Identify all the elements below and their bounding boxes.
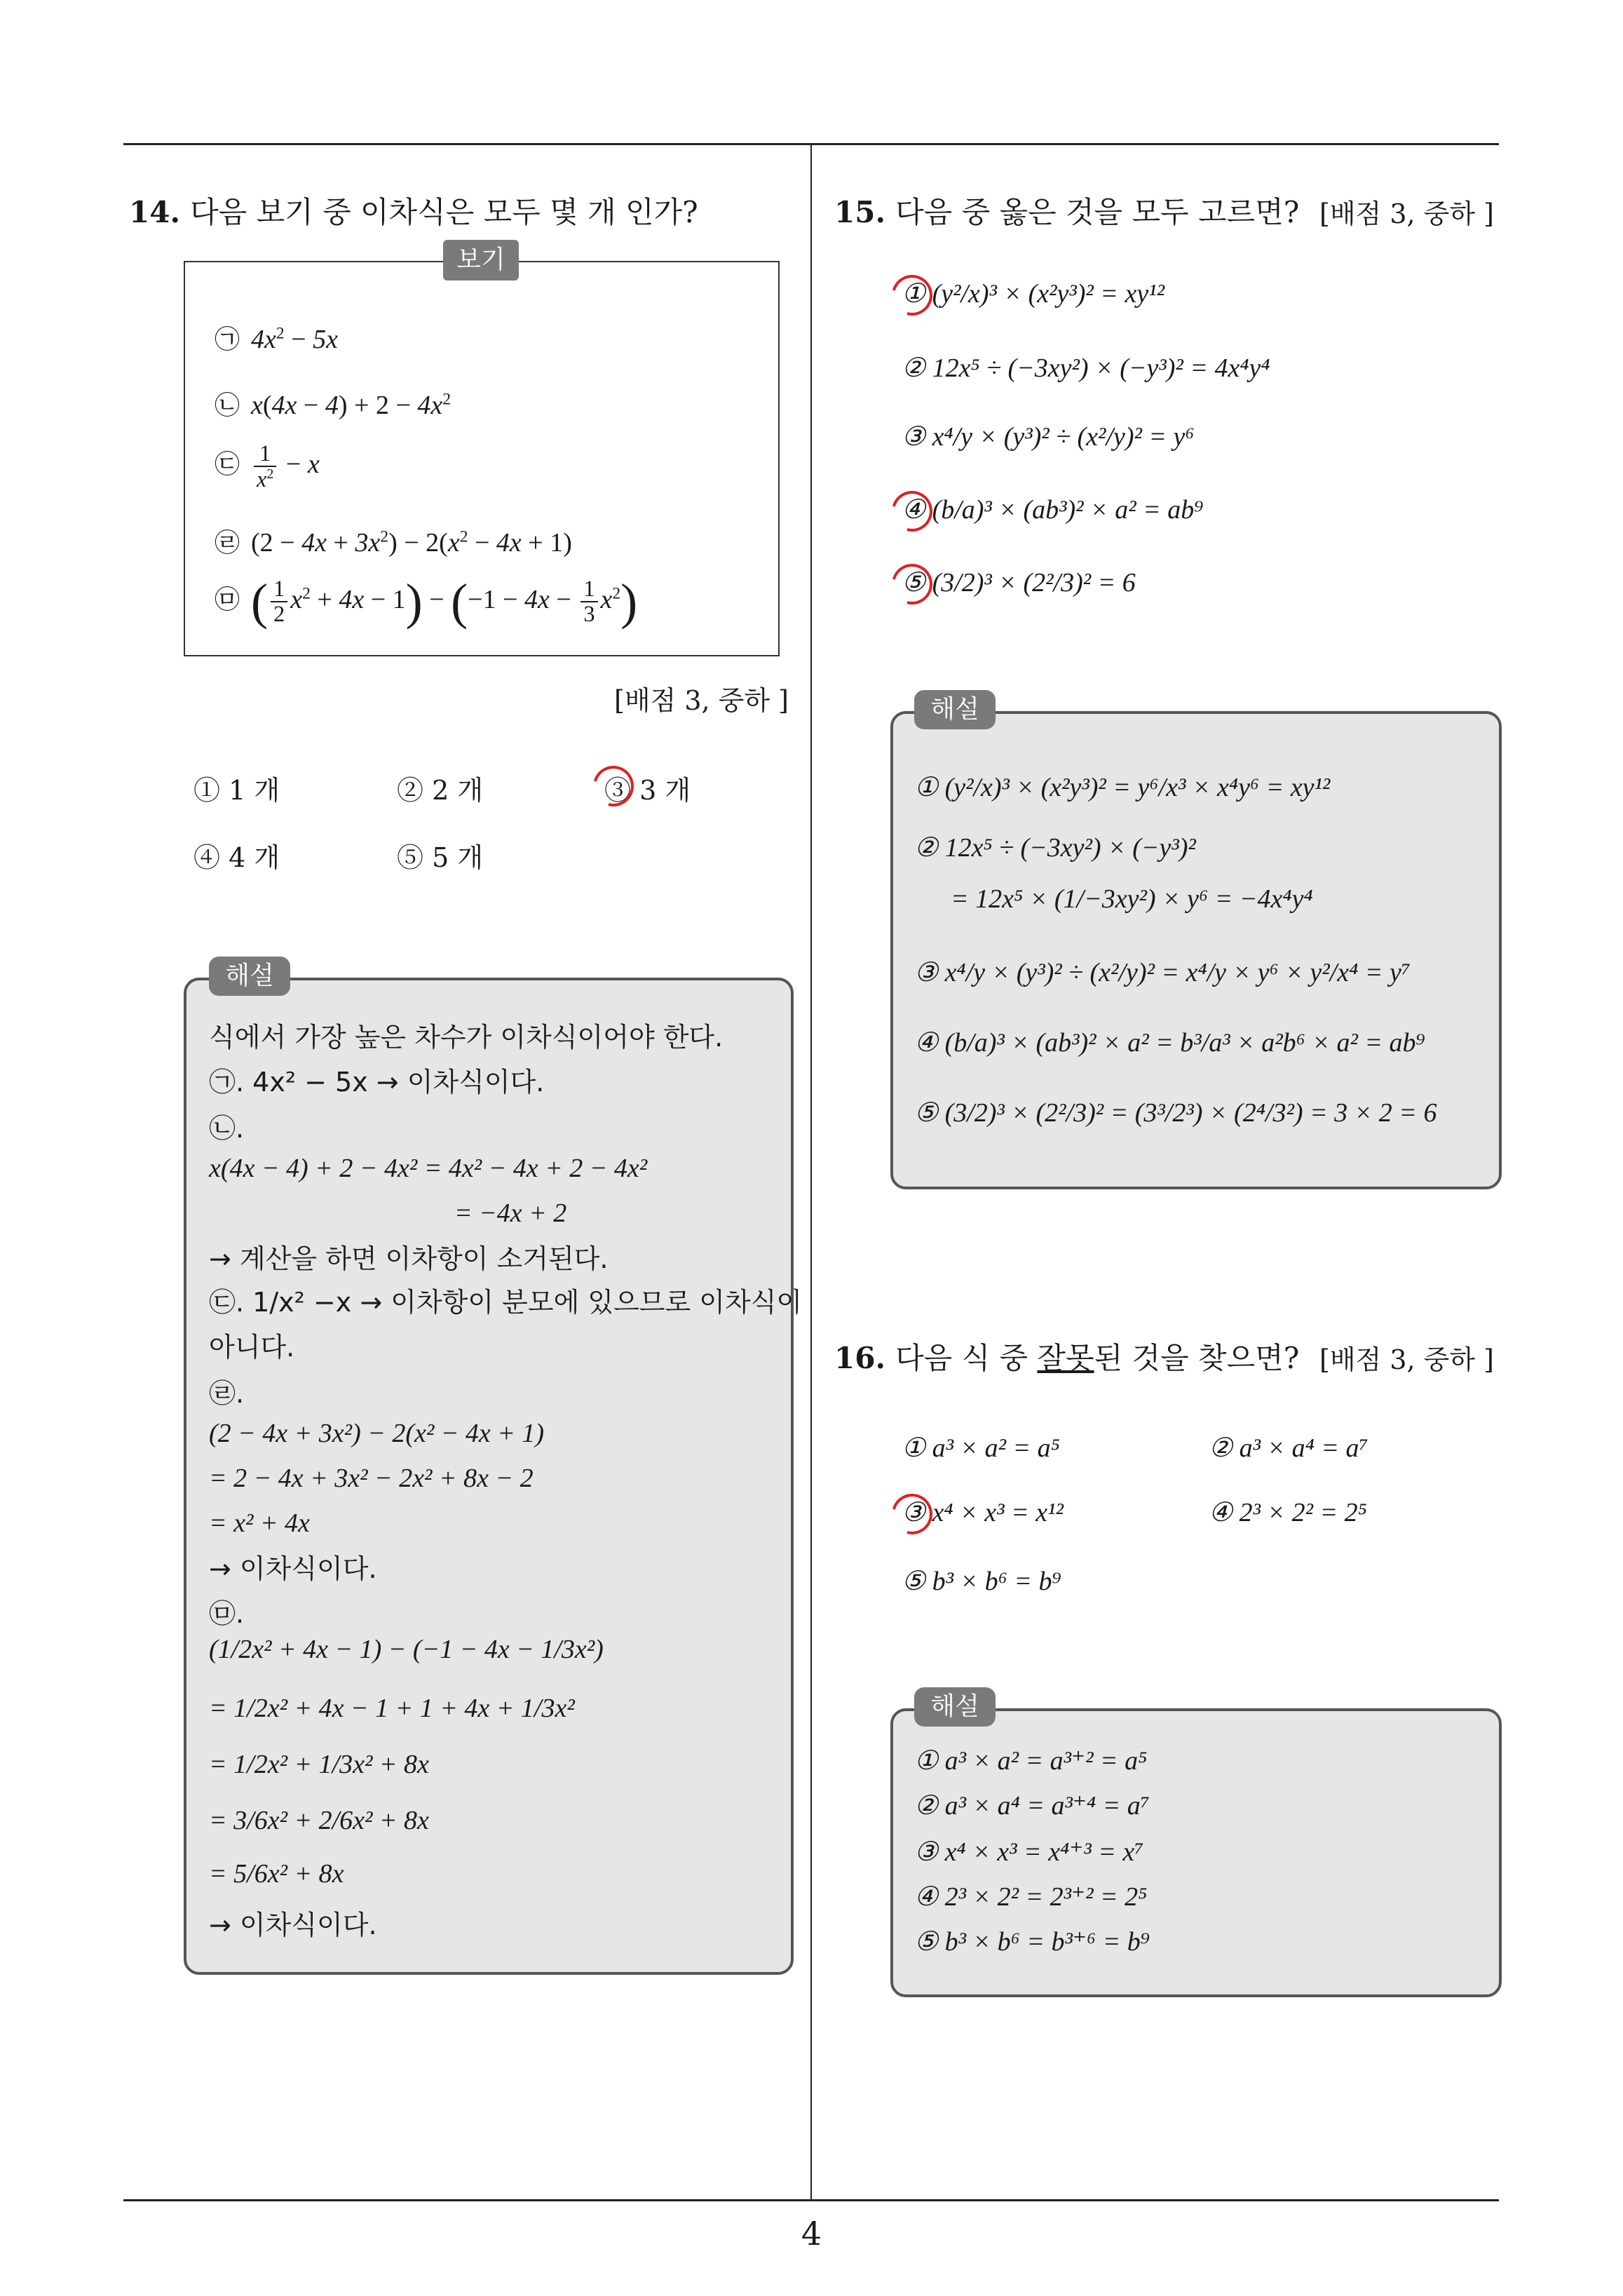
q14-item-d: ㉣ $(2 - 4x + 3x^2) - 2(x^2 - 4x + 1)$ bbox=[215, 527, 572, 558]
q14-sol-d2: = 2 − 4x + 3x² − 2x² + 8x − 2 bbox=[209, 1464, 534, 1493]
q16-sol-4: ④ 2³ × 2² = 2³⁺² = 2⁵ bbox=[914, 1882, 1148, 1912]
q14-item-a: ㉠ $4x^2 - 5x$ bbox=[215, 324, 338, 354]
q16-sol-1: ① a³ × a² = a³⁺² = a⁵ bbox=[914, 1746, 1148, 1776]
q14-choice-5[interactable]: ⑤ 5 개 bbox=[397, 842, 484, 873]
q14-choice-3[interactable]: ③ 3 개 bbox=[604, 775, 691, 806]
q14-item-c: ㉢ $\frac{1}{x^2}$ − x bbox=[215, 440, 320, 492]
column-divider bbox=[810, 144, 812, 2199]
q14-sol-b-head: ㉡. bbox=[209, 1113, 245, 1144]
q14-choice-1[interactable]: ① 1 개 bbox=[193, 775, 280, 806]
q15-solution-label: 해설 bbox=[914, 690, 996, 729]
q14-solution-label: 해설 bbox=[209, 957, 290, 996]
q14-sol-d-head: ㉣. bbox=[209, 1378, 245, 1409]
q15-choice-3[interactable]: ③ x⁴/y × (y³)² ÷ (x²/y)² = y⁶ bbox=[902, 422, 1195, 452]
page-number: 4 bbox=[801, 2215, 822, 2253]
bottom-rule bbox=[123, 2199, 1499, 2201]
q14-sol-b2: = −4x + 2 bbox=[454, 1198, 567, 1228]
q15-sol-5: ⑤ (3/2)³ × (2²/3)² = (3³/2³) × (2⁴/3²) = 3 × 2 = 6 bbox=[914, 1098, 1437, 1128]
q16-underline-word: 잘못 bbox=[1037, 1341, 1094, 1375]
q15-title: 15. 다음 중 옳은 것을 모두 고르면? bbox=[834, 195, 1300, 229]
q14-sol-e1: (1/2x² + 4x − 1) − (−1 − 4x − 1/3x²) bbox=[209, 1635, 604, 1664]
q16-answer-mark-icon bbox=[884, 1486, 939, 1541]
q15-choice-5[interactable]: ⑤ (3/2)³ × (2²/3)² = 6 bbox=[902, 568, 1136, 597]
q15-sol-2b: = 12x⁵ × (1/−3xy²) × y⁶ = −4x⁴y⁴ bbox=[951, 884, 1313, 914]
q14-sol-c1: ㉢. 1/x² −x → 이차항이 분모에 있으므로 이차식이 bbox=[209, 1287, 803, 1318]
q14-sol-b1: x(4x − 4) + 2 − 4x² = 4x² − 4x + 2 − 4x² bbox=[209, 1154, 648, 1183]
q14-sol-e4: = 3/6x² + 2/6x² + 8x bbox=[209, 1806, 429, 1835]
q14-item-e: ㉤ ( $\frac{1}{2}$ $x^2 + 4x - 1) - (-1 - 4x$ − $\frac{1}{3}$ $x^2$) bbox=[215, 574, 638, 630]
q15-answer-mark-4-icon bbox=[884, 483, 939, 539]
q15-sol-1: ① (y²/x)³ × (x²y³)² = y⁶/x³ × x⁴y⁶ = xy¹² bbox=[914, 773, 1331, 802]
q16-sol-2: ② a³ × a⁴ = a³⁺⁴ = a⁷ bbox=[914, 1791, 1150, 1821]
q15-score: [배점 3, 중하 ] bbox=[1319, 198, 1494, 229]
q14-sol-e3: = 1/2x² + 1/3x² + 8x bbox=[209, 1750, 429, 1779]
q15-answer-mark-5-icon bbox=[884, 556, 939, 612]
q15-sol-2a: ② 12x⁵ ÷ (−3xy²) × (−y³)² bbox=[914, 833, 1196, 863]
q14-item-b: ㉡ $x(4x - 4) + 2 - 4x^2$ bbox=[215, 390, 451, 420]
q14-choice-4[interactable]: ④ 4 개 bbox=[193, 842, 280, 873]
q16-choice-4[interactable]: ④ 2³ × 2² = 2⁵ bbox=[1209, 1498, 1367, 1527]
q16-choice-1[interactable]: ① a³ × a² = a⁵ bbox=[902, 1433, 1060, 1463]
q14-sol-intro: 식에서 가장 높은 차수가 이차식이어야 한다. bbox=[209, 1022, 724, 1053]
q14-sol-a: ㉠. 4x² − 5x → 이차식이다. bbox=[209, 1067, 545, 1098]
q16-choice-3[interactable]: ③ x⁴ × x³ = x¹² bbox=[902, 1498, 1064, 1527]
q14-title: 14. 다음 보기 중 이차식은 모두 몇 개 인가? bbox=[129, 195, 698, 229]
q15-choice-1[interactable]: ① (y²/x)³ × (x²y³)² = xy¹² bbox=[902, 279, 1164, 309]
q14-sol-e2: = 1/2x² + 4x − 1 + 1 + 4x + 1/3x² bbox=[209, 1694, 575, 1723]
q14-bogi-label: 보기 bbox=[443, 240, 519, 281]
q16-choice-2[interactable]: ② a³ × a⁴ = a⁷ bbox=[1209, 1433, 1369, 1463]
q14-sol-d4: → 이차식이다. bbox=[209, 1553, 377, 1584]
q14-sol-e-head: ㉤. bbox=[209, 1598, 245, 1629]
q15-sol-3: ③ x⁴/y × (y³)² ÷ (x²/y)² = x⁴/y × y⁶ × y²/x⁴ = y⁷ bbox=[914, 958, 1411, 987]
q15-choice-4[interactable]: ④ (b/a)³ × (ab³)² × a² = ab⁹ bbox=[902, 495, 1204, 525]
q16-sol-3: ③ x⁴ × x³ = x⁴⁺³ = x⁷ bbox=[914, 1837, 1144, 1867]
q14-sol-b3: → 계산을 하면 이차항이 소거된다. bbox=[209, 1243, 609, 1274]
q14-sol-e5: = 5/6x² + 8x bbox=[209, 1859, 344, 1889]
q16-title: 16. 다음 식 중 잘못된 것을 찾으면? bbox=[834, 1341, 1300, 1375]
q16-score: [배점 3, 중하 ] bbox=[1319, 1344, 1494, 1375]
q14-choice-2[interactable]: ② 2 개 bbox=[397, 775, 484, 806]
q15-choice-2[interactable]: ② 12x⁵ ÷ (−3xy²) × (−y³)² = 4x⁴y⁴ bbox=[902, 353, 1270, 383]
q16-solution-label: 해설 bbox=[914, 1687, 996, 1727]
q16-choice-5[interactable]: ⑤ b³ × b⁶ = b⁹ bbox=[902, 1567, 1061, 1596]
q14-score: [배점 3, 중하 ] bbox=[614, 685, 789, 716]
q16-sol-5: ⑤ b³ × b⁶ = b³⁺⁶ = b⁹ bbox=[914, 1927, 1150, 1957]
q14-sol-e6: → 이차식이다. bbox=[209, 1910, 377, 1940]
q14-sol-d1: (2 − 4x + 3x²) − 2(x² − 4x + 1) bbox=[209, 1419, 545, 1448]
q15-answer-mark-1-icon bbox=[884, 267, 939, 323]
q15-sol-4: ④ (b/a)³ × (ab³)² × a² = b³/a³ × a²b⁶ × a² = ab⁹ bbox=[914, 1028, 1425, 1058]
q14-sol-d3: = x² + 4x bbox=[209, 1508, 310, 1538]
q14-sol-c2: 아니다. bbox=[209, 1332, 295, 1363]
